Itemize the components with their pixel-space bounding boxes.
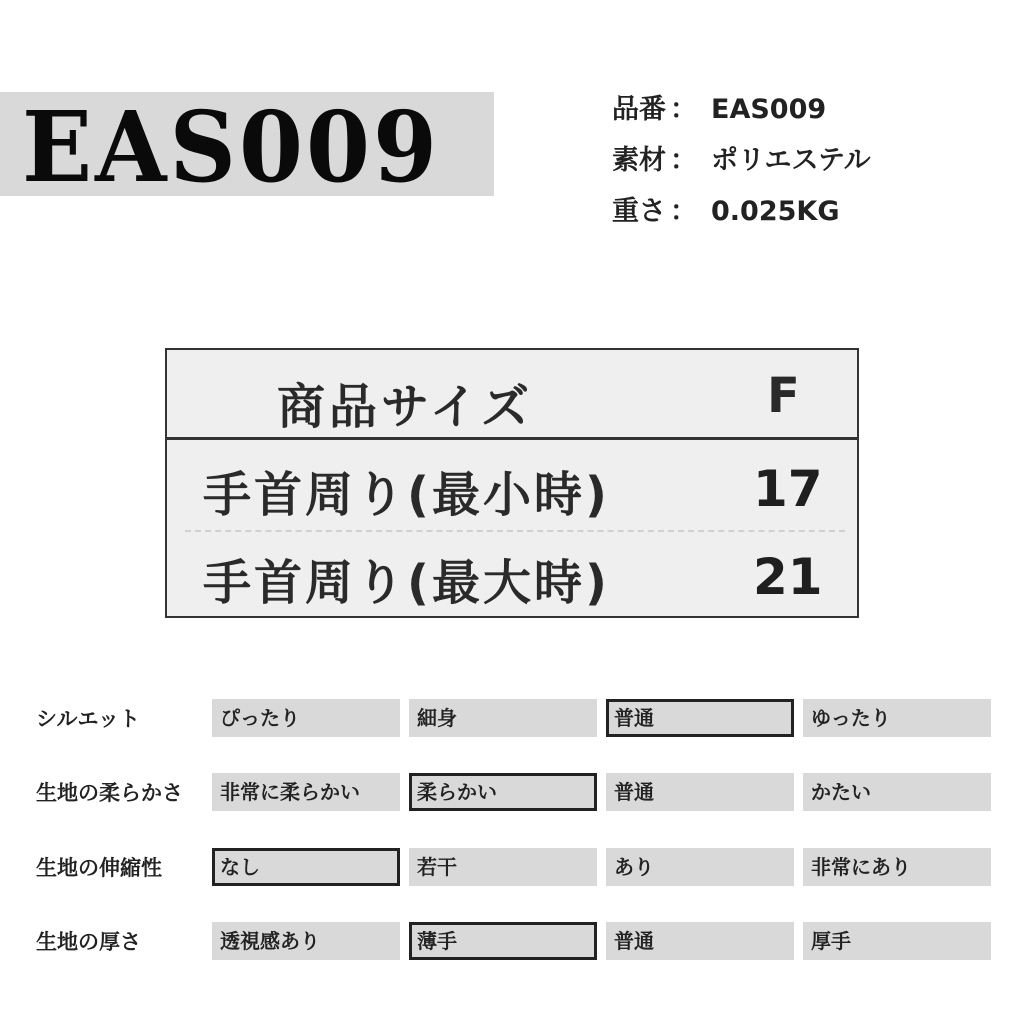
size-table-header	[167, 350, 857, 440]
attr-row-thickness	[0, 922, 1024, 962]
spec-value: EAS009	[711, 94, 827, 125]
spec-colon: ：	[670, 94, 697, 125]
spec-colon: ：	[670, 196, 697, 227]
spec-label: 素材	[612, 145, 666, 176]
attr-row-silhouette	[0, 699, 1024, 739]
attr-option-selected: 普通	[606, 699, 794, 737]
size-header-value: F	[767, 368, 800, 424]
product-code-banner	[0, 89, 494, 205]
spec-label: 重さ	[612, 196, 666, 227]
spec-item-weight	[612, 190, 871, 241]
attr-option: 若干	[409, 848, 597, 886]
attr-row-softness	[0, 773, 1024, 813]
spec-label: 品番	[612, 94, 666, 125]
attr-option: 細身	[409, 699, 597, 737]
attr-option: 非常にあり	[803, 848, 991, 886]
attr-option: あり	[606, 848, 794, 886]
spec-list	[612, 88, 871, 241]
attr-row-stretch	[0, 848, 1024, 888]
attr-option: 厚手	[803, 922, 991, 960]
spec-value: ポリエステル	[711, 145, 871, 176]
attr-label: シルエット	[36, 707, 141, 731]
attr-option: 透視感あり	[212, 922, 400, 960]
attr-option: ぴったり	[212, 699, 400, 737]
size-row-min	[167, 442, 857, 532]
attr-label: 生地の柔らかさ	[36, 781, 183, 805]
size-row-value: 21	[753, 548, 823, 606]
attr-option: 非常に柔らかい	[212, 773, 400, 811]
attr-option: 普通	[606, 773, 794, 811]
spec-item-code	[612, 88, 871, 139]
spec-colon: ：	[670, 145, 697, 176]
size-row-label: 手首周り(最大時)	[203, 555, 610, 611]
spec-item-material	[612, 139, 871, 190]
size-row-label: 手首周り(最小時)	[203, 467, 610, 523]
attr-label: 生地の伸縮性	[36, 856, 162, 880]
attr-option: 普通	[606, 922, 794, 960]
size-row-value: 17	[753, 460, 823, 518]
size-row-max	[167, 530, 857, 620]
spec-value: 0.025KG	[711, 196, 840, 227]
size-table	[165, 348, 859, 618]
size-header-label: 商品サイズ	[277, 379, 534, 435]
attr-option: かたい	[803, 773, 991, 811]
attr-option-selected: なし	[212, 848, 400, 886]
attr-option: ゆったり	[803, 699, 991, 737]
attr-option-selected: 柔らかい	[409, 773, 597, 811]
product-code-title: EAS009	[22, 89, 440, 205]
attr-option-selected: 薄手	[409, 922, 597, 960]
attr-label: 生地の厚さ	[36, 930, 141, 954]
